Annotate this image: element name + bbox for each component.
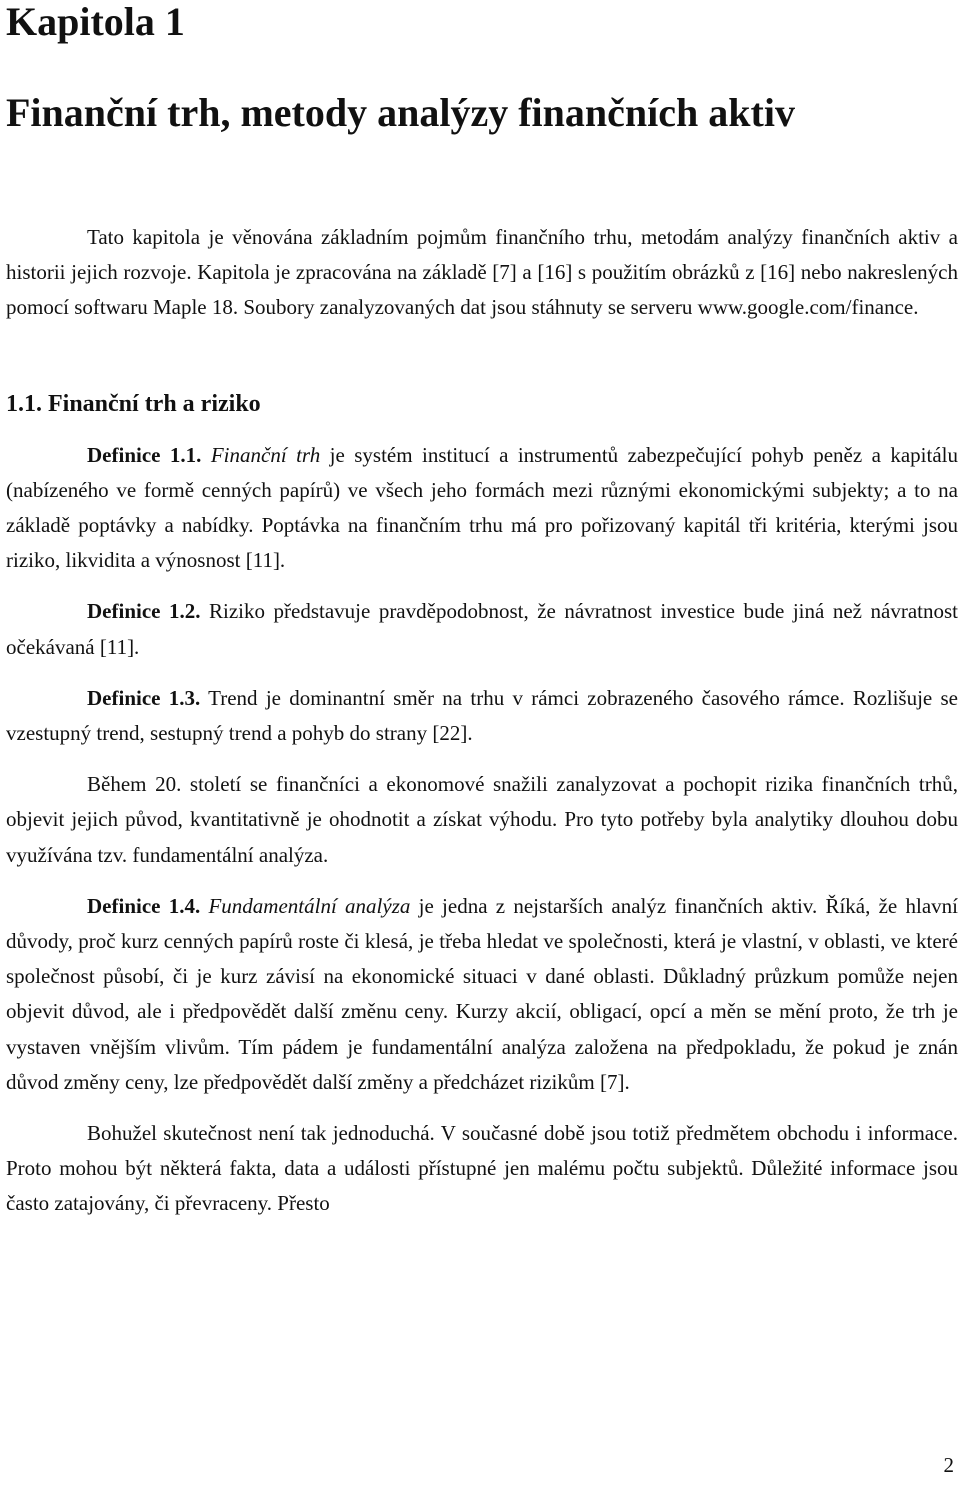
definition-3-text: Trend je dominantní směr na trhu v rámci zobrazeného časového rámce. Rozlišuje se vzestupný trend, sestupný trend a pohyb do strany [22]. [6, 685, 958, 746]
page-number: 2 [943, 1453, 954, 1477]
definition-1-term: Finanční trh [210, 442, 321, 467]
definition-3 [6, 681, 958, 751]
definition-4 [6, 889, 958, 1100]
document-body [6, 220, 958, 1222]
definition-2-text: Riziko představuje pravděpodobnost, že návratnost investice bude jiná než návratnost očekávaná [11]. [6, 599, 958, 659]
section-heading: 1.1. Finanční trh a riziko [6, 390, 261, 417]
definition-1-text: je systém institucí a instrumentů zabezpečující pohyb peněz a kapitálu (nabízeného ve formě cenných papírů) ve všech jeho formách mezi různými ekonomickými subjekty; a to na základě poptávky a nabídky. Poptávka na finančním trhu má pro pořizovaný kapitál tři kritéria, kterými jsou riziko, likvidita a výnosnost [11]. [6, 442, 958, 573]
history-paragraph: Během 20. století se finančníci a ekonomové snažili zanalyzovat a pochopit rizika finančních trhů, objevit jejich původ, kvantitativně je ohodnotit a získat výhodu. Pro tyto potřeby byla analytiky dlouhou dobu využívána tzv. fundamentální analýza. [6, 772, 958, 867]
definition-4-text: je jedna z nejstarších analýz finančních aktiv. Říká, že hlavní důvody, proč kurz cenných papírů roste či klesá, je třeba hledat ve společnosti, která je vlastní, v oblasti, ve které společnost působí, či je kurz závisí na ekonomické situaci v dané oblasti. Důkladný průzkum pomůže nejen objevit důvod, ale i předpovědět další změnu ceny. Kurzy akcií, obligací, opcí a měn se mění proto, že trh je vystaven vnějším vlivům. Tím pádem je fundamentální analýza založena na předpokladu, že pokud je znán důvod změny ceny, lze předpovědět další změny a předcházet rizikům [7]. [6, 893, 958, 1094]
definition-4-label: Definice 1.4. [87, 893, 201, 918]
definition-2 [6, 594, 958, 664]
intro-paragraph: Tato kapitola je věnována základním pojmům finančního trhu, metodám analýzy finančních aktiv a historii jejich rozvoje. Kapitola je zpracována na základě [7] a [16] s použitím obrázků z [16] nebo nakreslených pomocí softwaru Maple 18. Soubory zanalyzovaných dat jsou stáhnuty se serveru www.google.com/finance. [6, 225, 958, 320]
definition-2-label: Definice 1.2. [87, 599, 201, 624]
chapter-title: Finanční trh, metody analýzy finančních aktiv [6, 90, 795, 135]
definition-1 [6, 438, 958, 579]
definition-1-label: Definice 1.1. [87, 442, 202, 467]
closing-paragraph: Bohužel skutečnost není tak jednoduchá. V současné době jsou totiž předmětem obchodu i informace. Proto mohou být některá fakta, data a události přístupné jen malému počtu subjektů. Důležité informace jsou často zatajovány, či převraceny. Přesto [6, 1121, 958, 1216]
definition-3-label: Definice 1.3. [87, 685, 201, 710]
definition-4-term: Fundamentální analýza [208, 893, 411, 918]
chapter-label: Kapitola 1 [6, 0, 185, 44]
